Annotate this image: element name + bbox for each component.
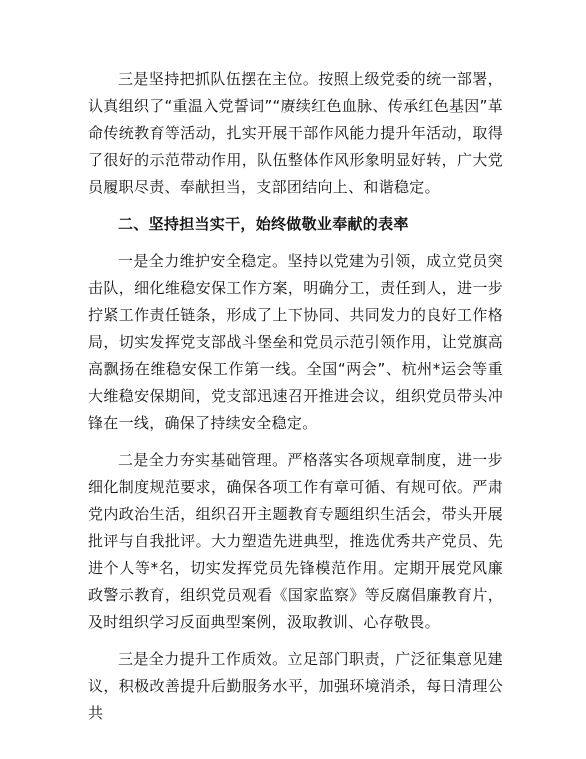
paragraph-work-efficiency: 三是全力提升工作质效。立足部门职责，广泛征集意见建议，积极改善提升后勤服务水平，加强环境消杀，每日清理公共 <box>88 650 503 722</box>
paragraph-security-stability: 一是全力维护安全稳定。坚持以党建为引领，成立党员突击队，细化维稳安保工作方案，明确分工，责任到人，进一步拧紧工作责任链条，形成了上下协同、共同发力的良好工作格局，切实发挥党支部战斗堡垒和党员示范引领作用，让党旗高高飘扬在维稳安保工作第一线。全国“两会”、杭州*运会等重大维稳安保期间，党支部迅速召开推进会议，组织党员带头冲锋在一线，确保了持续安全稳定。 <box>88 252 503 432</box>
paragraph-basic-management: 二是全力夯实基础管理。严格落实各项规章制度，进一步细化制度规范要求，确保各项工作有章可循、有规可依。严肃党内政治生活，组织召开主题教育专题组织生活会，带头开展批评与自我批评。大力塑造先进典型，推选优秀共产党员、先进个人等*名，切实发挥党员先锋模范作用。定期开展党风廉政警示教育，组织党员观看《国家监察》等反腐倡廉教育片，及时组织学习反面典型案例，汲取教训、心存敬畏。 <box>88 451 503 631</box>
paragraph-team-building: 三是坚持把抓队伍摆在主位。按照上级党委的统一部署，认真组织了“重温入党誓词”“赓续红色血脉、传承红色基因”革命传统教育等活动，扎实开展干部作风能力提升年活动，取得了很好的示范带动作用，队伍整体作风形象明显好转，广大党员履职尽责、奉献担当，支部团结向上、和谐稳定。 <box>88 70 503 196</box>
document-body <box>88 66 503 737</box>
section-heading: 二、坚持担当实干，始终做敬业奉献的表率 <box>118 215 409 233</box>
